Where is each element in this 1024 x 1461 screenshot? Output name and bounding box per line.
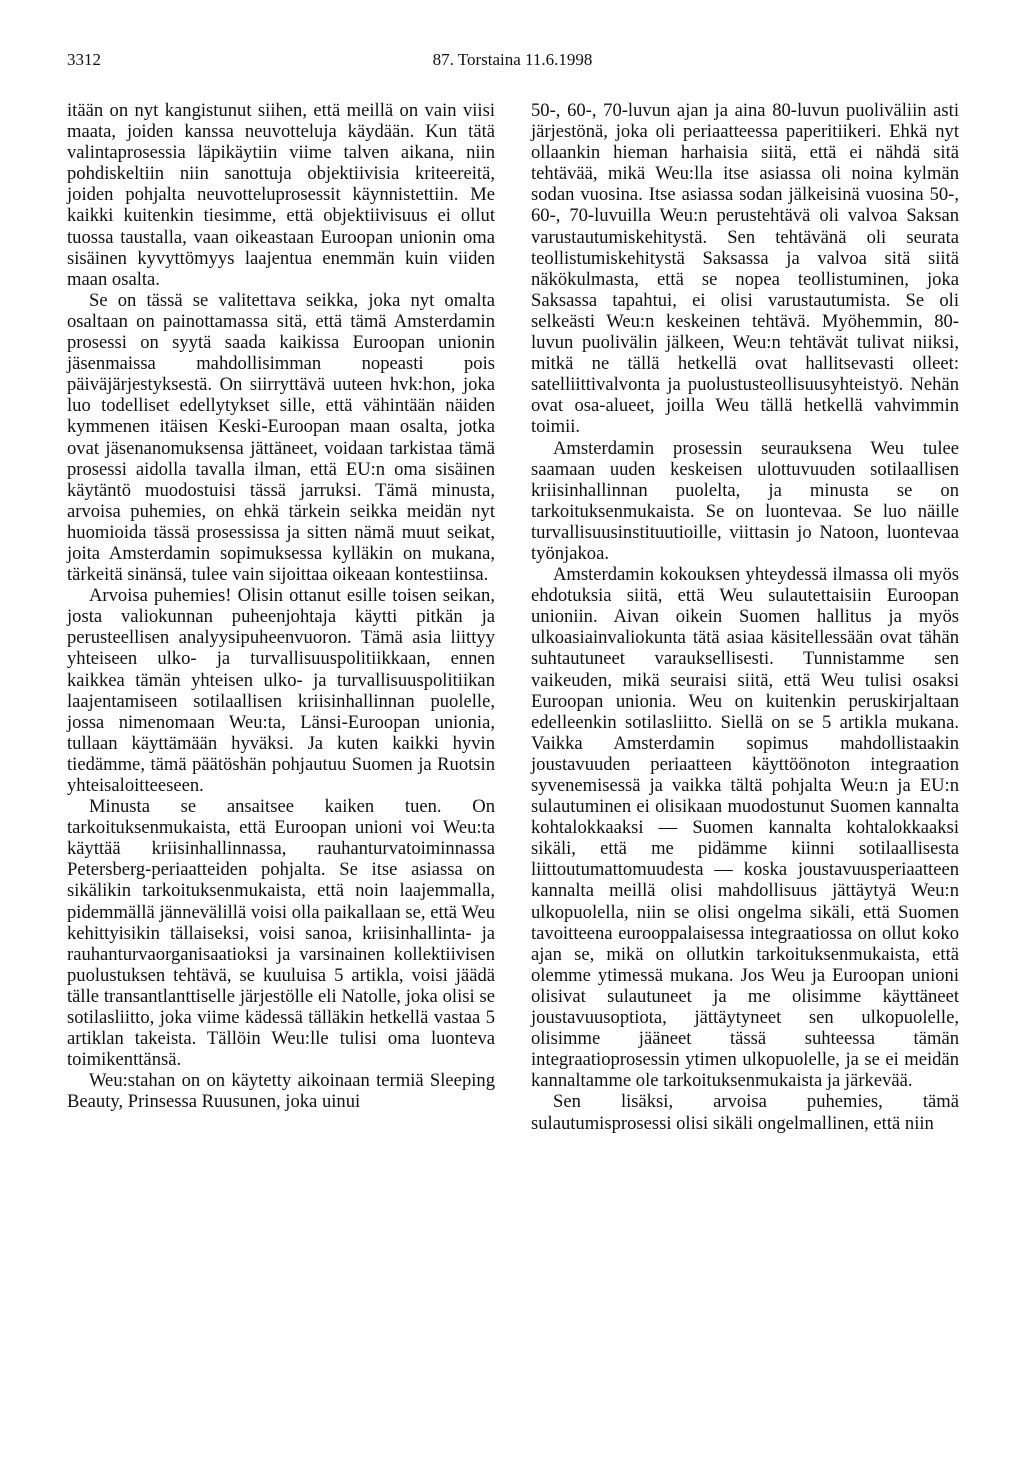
paragraph: Se on tässä se valitettava seikka, joka nyt omalta osaltaan on painottamassa sitä, että tämä Amsterdamin prosessi on syytä saada kaikissa Euroopan unionin jäsenmaissa mahdollisimman nopeasti pois päiväjärjestyksestä. On siirryttävä uuteen hvk:hon, joka luo todelliset edellytykset sille, että vähintään näiden kymmenen itäisen Keski-Euroopan maan osalta, jotka ovat jäsenanomuksensa jättäneet, voidaan tarkistaa tämä prosessi aidolla tavalla ilman, että EU:n oma sisäinen käytäntö muodostuisi tässä jarruksi. Tämä minusta, arvoisa puhemies, on ehkä tärkein seikka meidän nyt huomioida tässä prosessissa ja sitten nämä muut seikat, joita Amsterdamin sopimuksessa kylläkin on mukana, tärkeitä sinänsä, tulee vain sijoittaa oikeaan kontestiinsa. — [67, 289, 495, 586]
paragraph: Minusta se ansaitsee kaiken tuen. On tarkoituksenmukaista, että Euroopan unioni voi Weu:ta käyttää kriisinhallinnassa, rauhanturvatoiminnassa Petersberg-periaatteiden pohjalta. Se itse asiassa on sikälikin tarkoituksenmukaista, että noin laajemmalla, pidemmällä jännevälillä voisi olla paikallaan se, että Weu kehittyisikin tällaiseksi, voisi sanoa, kriisinhallinta- ja rauhanturvaorganisaatioksi ja varsinainen kollektiivisen puolustuksen tehtävä, se kuuluisa 5 artikla, voisi jäädä tälle transantlanttiselle järjestölle eli Natolle, joka olisi se sotilasliitto, joka viime kädessä tälläkin hetkellä vastaa 5 artiklan takeista. Tällöin Weu:lle tulisi oma luonteva toimikenttänsä. — [67, 796, 495, 1071]
running-title: 87. Torstaina 11.6.1998 — [432, 50, 593, 69]
right-column — [531, 100, 959, 1134]
paragraph: 50-, 60-, 70-luvun ajan ja aina 80-luvun puoliväliin asti järjestönä, joka oli periaatteessa paperitiikeri. Ehkä nyt ollaankin hieman harhaisia siitä, että ei nähdä sitä tehtävää, mikä Weu:lla itse asiassa oli noina kylmän sodan vuosina. Itse asiassa sodan jälkeisinä vuosina 50-, 60-, 70-luvuilla Weu:n perustehtävä oli valvoa Saksan varustautumiskehitystä. Sen tehtävänä oli seurata teollistumiskehitystä Saksassa ja valvoa sitä siitä näkökulmasta, että se nopea teollistuminen, joka Saksassa tapahtui, ei olisi varustautumista. Se oli selkeästi Weu:n keskeinen tehtävä. Myöhemmin, 80-luvun puolivälin jälkeen, Weu:n tehtävät tulivat niiksi, mitkä ne tällä hetkellä ovat hallitsevasti olleet: satelliittivalvonta ja puolustusteollisuusyhteistyö. Nehän ovat osa-alueet, joilla Weu tällä hetkellä vahvimmin toimii. — [531, 100, 959, 438]
paragraph: itään on nyt kangistunut siihen, että meillä on vain viisi maata, joiden kanssa neuvotteluja käydään. Kun tätä valintaprosessia läpikäytiin viime talven aikana, niin pohdiskeltiin niin sanottuja objektiivisia kriteereitä, joiden pohjalta neuvotteluprosessit käynnistettiin. Me kaikki kuitenkin tiesimme, että objektiivisuus ei ollut tuossa taustalla, vaan oikeastaan Euroopan unionin oma sisäinen kyvyttömyys laajentua enemmän kuin viiden maan osalta. — [67, 100, 495, 290]
paragraph: Weu:stahan on on käytetty aikoinaan termiä Sleeping Beauty, Prinsessa Ruusunen, joka uinui — [67, 1070, 495, 1113]
paragraph: Arvoisa puhemies! Olisin ottanut esille toisen seikan, josta valiokunnan puheenjohtaja käytti pitkän ja perusteellisen analyysipuheenvuoron. Tämä asia liittyy yhteiseen ulko- ja turvallisuuspolitiikkaan, ennen kaikkea tämän yhteisen ulko- ja turvallisuuspolitiikan laajentamiseen sotilaallisen kriisinhallinnan puolelle, jossa nimenomaan Weu:ta, Länsi-Euroopan unionia, tullaan käyttämään hyväksi. Ja kuten kaikki hyvin tiedämme, tämä päätöshän pohjautuu Suomen ja Ruotsin yhteisaloitteeseen. — [67, 585, 495, 796]
page-number: 3312 — [67, 50, 101, 69]
paragraph: Amsterdamin prosessin seurauksena Weu tulee saamaan uuden keskeisen ulottuvuuden sotilaallisen kriisinhallinnan puolelta, ja minusta se on tarkoituksenmukaista. Se on luontevaa. Se luo näille turvallisuusinstituutioille, viittasin jo Natoon, luontevaa työnjakoa. — [531, 437, 959, 564]
paragraph: Amsterdamin kokouksen yhteydessä ilmassa oli myös ehdotuksia siitä, että Weu sulautettaisiin Euroopan unioniin. Aivan oikein Suomen hallitus ja myös ulkoasiainvaliokunta tätä asiaa käsitellessään ovat tähän suhtautuneet varauksellisesti. Tunnistamme sen vaikeuden, mikä seuraisi siitä, että Weu tulisi osaksi Euroopan unionia. Weu on kuitenkin peruskirjaltaan edelleenkin sotilasliitto. Siellä on se 5 artikla mukana. Vaikka Amsterdamin sopimus mahdollistaakin joustavuuden periaatteen käyttöönoton integraation syvenemisessä ja vaikka tältä pohjalta Weu:n ja EU:n sulautuminen ei olisikaan muodostunut Suomen kannalta kohtalokkaaksi — Suomen kannalta kohtalokkaaksi sikäli, että me pidämme kiinni sotilaallisesta liittoutumattomuudesta — koska joustavuusperiaatteen kannalta meillä olisi mahdollisuus jättäytyä Weu:n ulkopuolella, niin se olisi ongelma sikäli, että Suomen tavoitteena eurooppalaisessa integraatiossa on ollut koko ajan se, mikä on ollutkin tarkoituksenmukaista, että olemme ytimessä mukana. Jos Weu ja Euroopan unioni olisivat sulautuneet ja me olisimme käyttäneet joustavuusoptiota, jättäytyneet sen ulkopuolelle, olisimme jääneet tässä suhteessa tämän integraatioprosessin ytimen ulkopuolelle, ja se ei meidän kannaltamme ole tarkoituksenmukaista ja järkevää. — [531, 564, 959, 1092]
paragraph: Sen lisäksi, arvoisa puhemies, tämä sulautumisprosessi olisi sikäli ongelmallinen, että niin — [531, 1091, 959, 1134]
left-column — [67, 100, 495, 1113]
page-header — [67, 50, 958, 74]
